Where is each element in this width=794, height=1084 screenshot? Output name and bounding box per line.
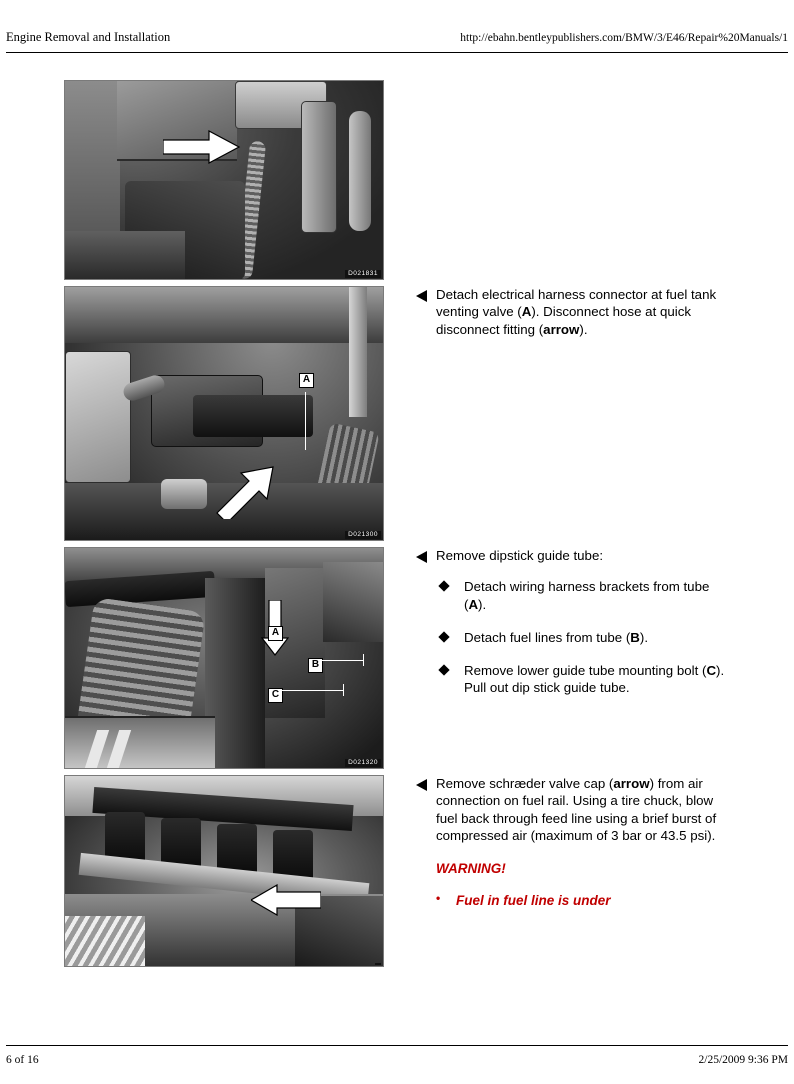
- section-3-text: [416, 775, 794, 909]
- figure-1-image: [65, 81, 383, 279]
- list-item: Detach fuel lines from tube (B).: [436, 629, 734, 646]
- section-2-bullet: [416, 547, 734, 564]
- callout-leader: [363, 654, 364, 666]
- arrow-indicator: [213, 463, 277, 519]
- callout-A: A: [268, 626, 283, 641]
- arrow-indicator: [163, 129, 241, 165]
- section-2-text: [416, 547, 794, 713]
- photo-shape: [65, 287, 383, 343]
- content-row-4: [0, 775, 794, 967]
- diamond-bullet-icon: [438, 581, 449, 592]
- figure-2-image: [65, 287, 383, 540]
- figure-4-image: [65, 776, 383, 966]
- figure-4: [64, 775, 384, 967]
- photo-shape: [349, 287, 367, 417]
- section-3-bullet: [416, 775, 734, 844]
- header-title: Engine Removal and Installation: [6, 30, 171, 44]
- section-2-heading: Remove dipstick guide tube:: [436, 548, 604, 563]
- section-2-list: [416, 578, 734, 696]
- photo-shape: [65, 916, 145, 966]
- triangle-left-icon: [416, 775, 436, 791]
- section-3-paragraph: Remove schræder valve cap (arrow) from air connection on fuel rail. Using a tire chuck, blow fuel back through feed line using a brief burst of compressed air (maximum of 3 bar or 43.5 psi).: [436, 776, 717, 843]
- figure-3-image: [65, 548, 383, 768]
- photo-shape: [193, 395, 313, 437]
- footer-divider: [6, 1045, 788, 1046]
- asterisk-bullet-icon: •: [436, 890, 441, 905]
- warning-title: WARNING!: [436, 861, 506, 877]
- section-1-paragraph: Detach electrical harness connector at fuel tank venting valve (A). Disconnect hose at quick disconnect fitting (arrow).: [436, 287, 717, 337]
- page-footer: [6, 1054, 788, 1066]
- callout-B: B: [308, 658, 323, 673]
- photo-shape: [301, 101, 337, 233]
- callout-C: C: [268, 688, 283, 703]
- list-item: Remove lower guide tube mounting bolt (C). Pull out dip stick guide tube.: [436, 662, 734, 697]
- figure-1: [64, 80, 384, 280]
- diamond-bullet-icon: [438, 631, 449, 642]
- page-number: 6 of 16: [6, 1054, 39, 1066]
- callout-leader: [281, 690, 343, 691]
- triangle-left-icon: [416, 547, 436, 563]
- callout-leader: [305, 392, 306, 450]
- warning-item: [436, 892, 734, 910]
- list-item: Detach wiring harness brackets from tube (A).: [436, 578, 734, 613]
- page-header: [6, 30, 788, 48]
- photo-shape: [65, 351, 131, 483]
- callout-A: A: [299, 373, 314, 388]
- figure-1-code: D021831: [345, 270, 381, 279]
- content-row-2: [0, 286, 794, 541]
- photo-shape: [161, 479, 207, 509]
- figure-2-code: D021300: [345, 531, 381, 540]
- content-row-1: [0, 80, 794, 280]
- triangle-left-icon: [416, 286, 436, 302]
- figure-3-code: D021320: [345, 759, 381, 768]
- callout-leader: [343, 684, 344, 696]
- figure-3: [64, 547, 384, 769]
- figure-4-code: [375, 963, 381, 965]
- photo-shape: [349, 111, 371, 231]
- photo-shape: [65, 231, 185, 279]
- header-divider: [6, 52, 788, 53]
- photo-shape: [323, 562, 383, 642]
- section-1-text: [416, 286, 794, 338]
- callout-leader: [321, 660, 363, 661]
- print-timestamp: 2/25/2009 9:36 PM: [698, 1054, 788, 1066]
- warning-text: Fuel in fuel line is under: [456, 892, 611, 908]
- arrow-indicator: [251, 884, 321, 916]
- diamond-bullet-icon: [438, 664, 449, 675]
- figure-2: [64, 286, 384, 541]
- section-1-bullet: [416, 286, 734, 338]
- page-content: [0, 80, 794, 973]
- content-row-3: [0, 547, 794, 769]
- header-url: http://ebahn.bentleypublishers.com/BMW/3/E46/Repair%20Manuals/1: [460, 32, 788, 44]
